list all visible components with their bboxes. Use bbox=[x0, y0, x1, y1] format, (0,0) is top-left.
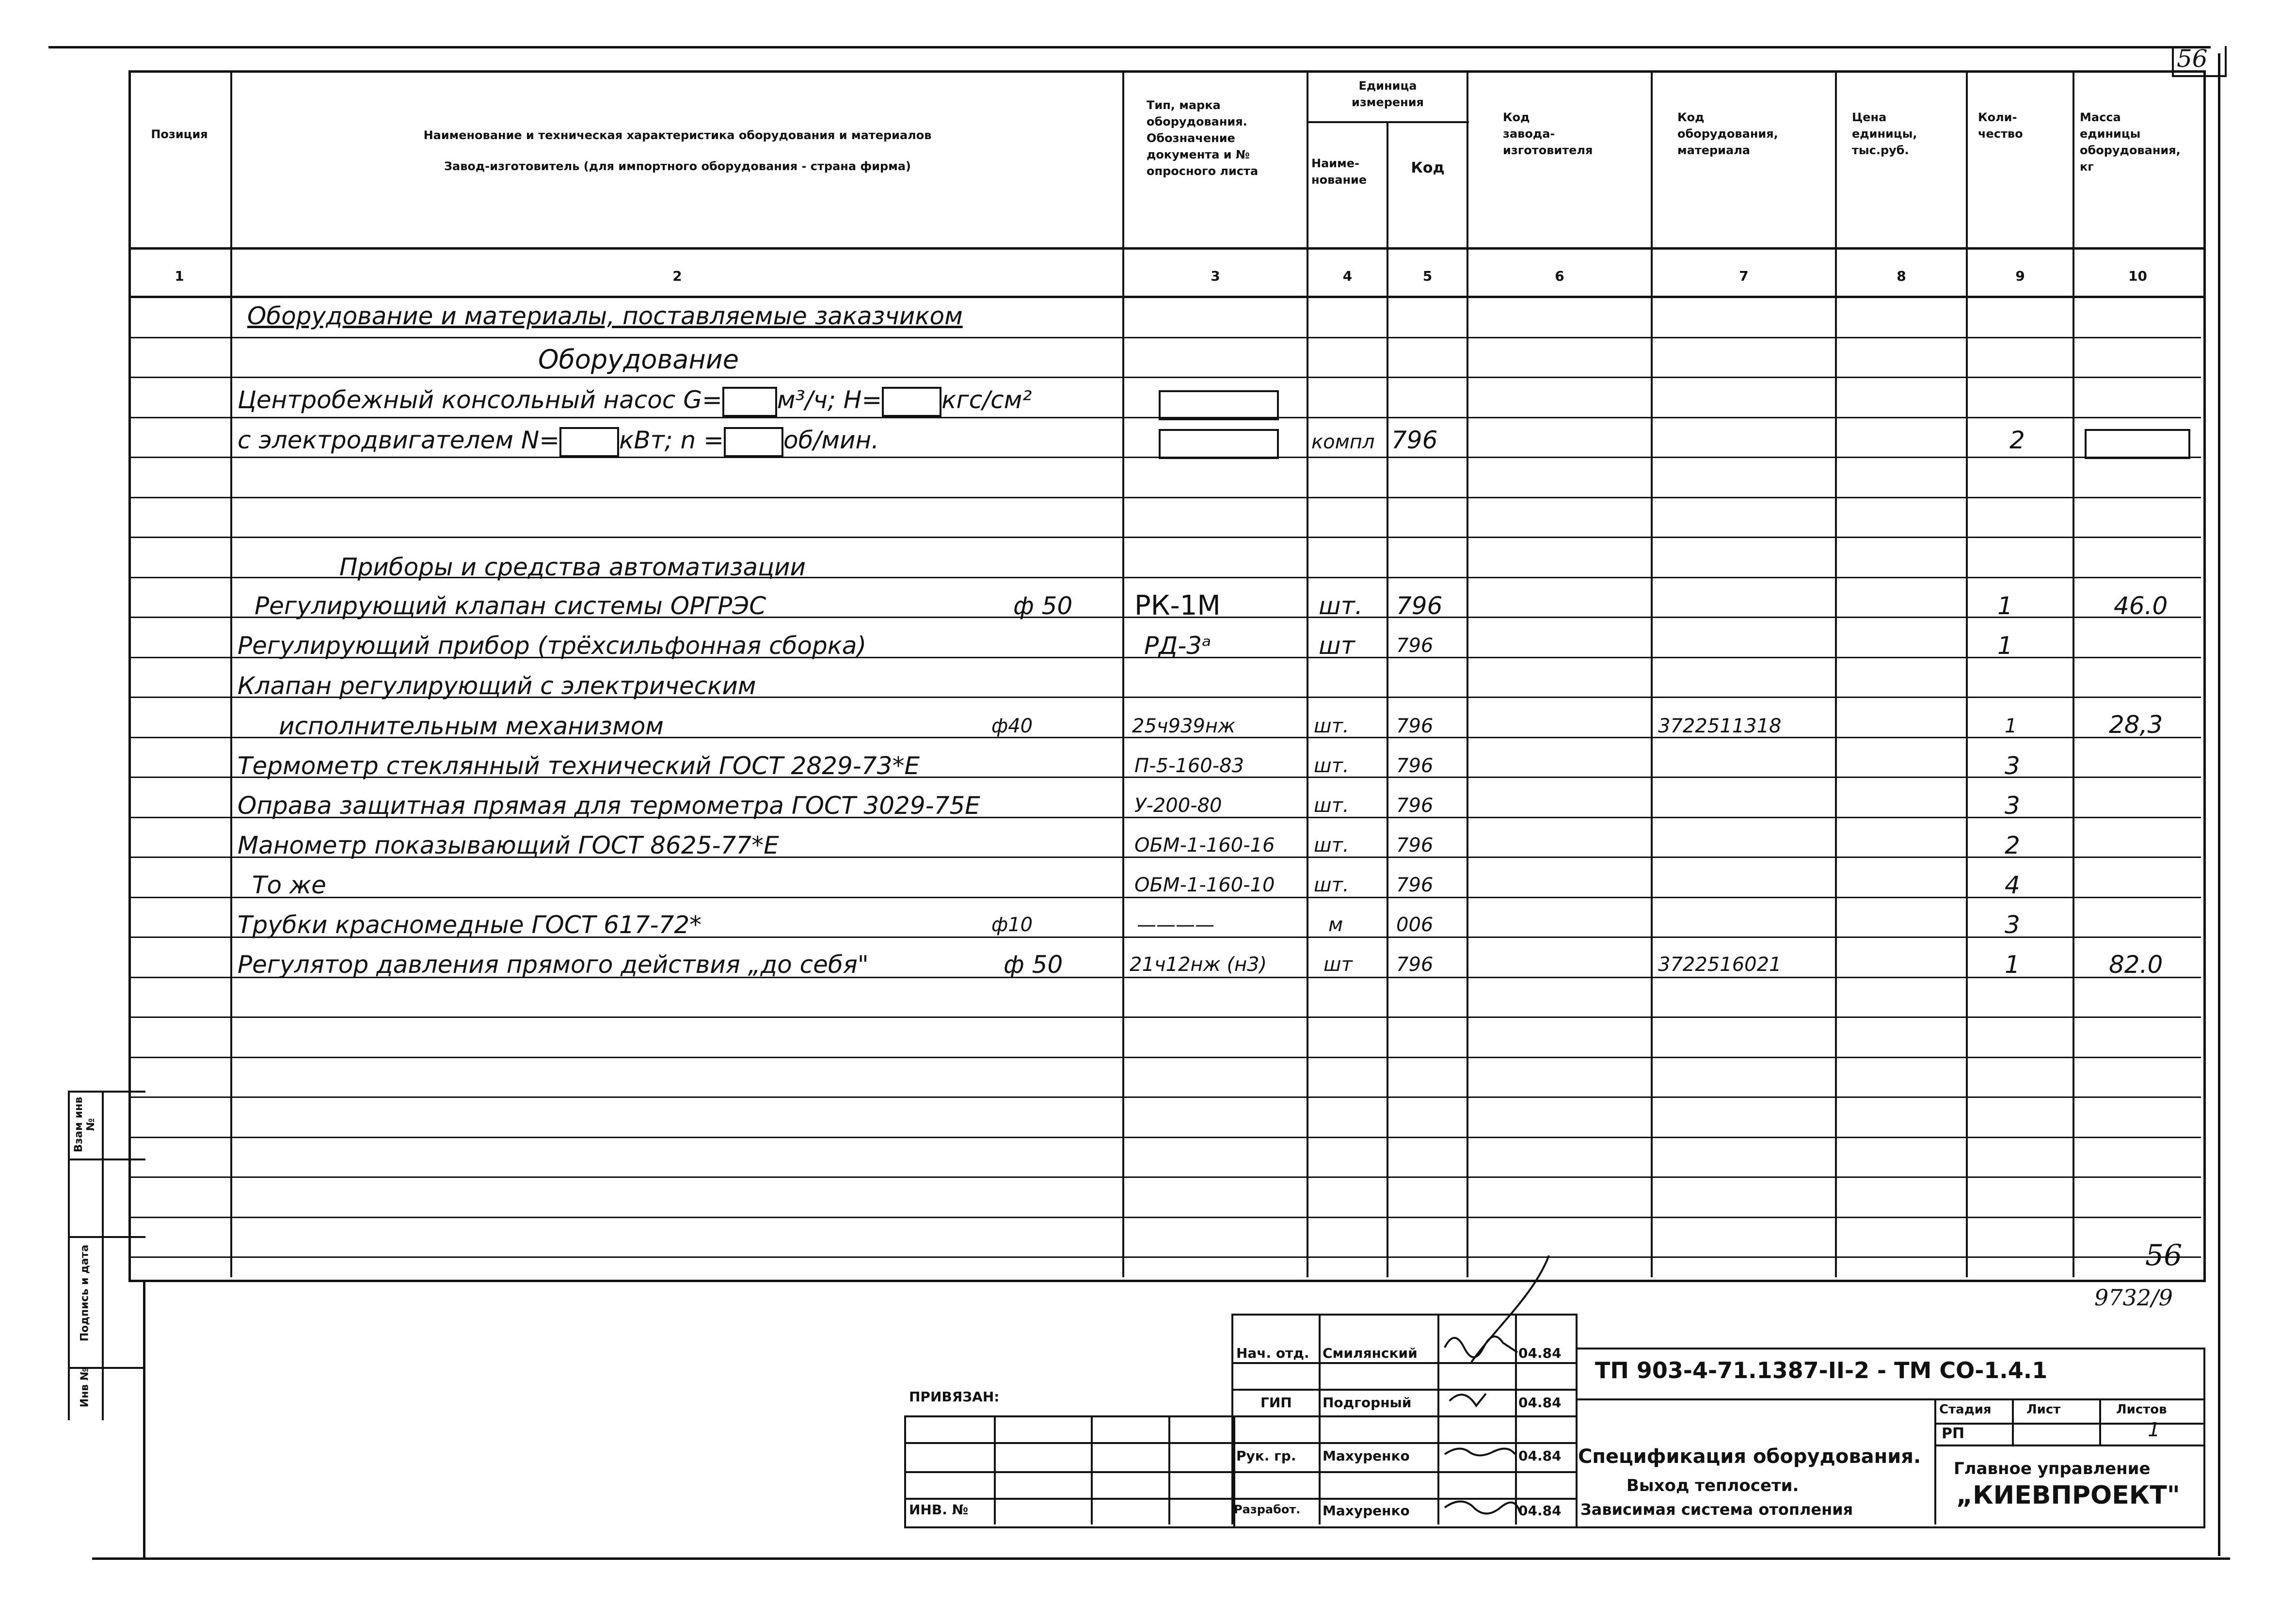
role-3-date: 04.84 bbox=[1518, 1448, 1562, 1464]
role-2-name: Подгорный bbox=[1323, 1395, 1412, 1411]
row-12-code: 796 bbox=[1396, 834, 1434, 857]
row-line bbox=[128, 1057, 2201, 1058]
header-bottom bbox=[128, 247, 2203, 250]
row-line bbox=[128, 497, 2201, 498]
row-line bbox=[128, 1176, 2201, 1178]
side-stamp bbox=[68, 1091, 145, 1420]
binding-line-3 bbox=[904, 1498, 1234, 1500]
row-12-name: Манометр показывающий ГОСТ 8625-77*Е bbox=[238, 831, 779, 859]
pump-type-blank bbox=[1159, 390, 1279, 420]
stage-label: Стадия bbox=[1939, 1402, 1992, 1417]
stage-line-2 bbox=[1934, 1444, 2203, 1446]
row-6-code: 796 bbox=[1396, 592, 1443, 620]
right-border bbox=[2218, 53, 2220, 1556]
title-line-2: Выход теплосети. bbox=[1626, 1476, 1799, 1495]
subsection-equipment: Оборудование bbox=[538, 344, 739, 375]
stage-vline-3 bbox=[2099, 1398, 2101, 1444]
hdr-quantity: Коли- чество bbox=[1978, 111, 2023, 141]
row-6-qty: 1 bbox=[1997, 592, 2013, 620]
page-number-bottom: 56 bbox=[2145, 1238, 2183, 1272]
row-15-size: ф 50 bbox=[1004, 951, 1063, 979]
bottom-rule bbox=[92, 1557, 2230, 1560]
hdr-mass: Масса единицы оборудования, кг bbox=[2080, 111, 2181, 174]
row-9-name: исполнительным механизмом bbox=[279, 712, 664, 740]
title-area-line bbox=[1576, 1398, 2203, 1400]
row-14-type: ———— bbox=[1137, 914, 1214, 936]
hdr-unit-name: Наиме- нование bbox=[1311, 157, 1367, 187]
row-6-mass: 46.0 bbox=[2114, 592, 2168, 620]
row-6-type: РК-1М bbox=[1134, 590, 1221, 621]
row-13-unit: шт. bbox=[1314, 874, 1349, 896]
row-6-size: ф 50 bbox=[1013, 592, 1073, 620]
row-13-type: ОБМ-1-160-10 bbox=[1134, 874, 1275, 896]
row-line bbox=[128, 1256, 2201, 1258]
row-9-unit: шт. bbox=[1314, 715, 1349, 737]
row-7-type: РД-3ᵃ bbox=[1144, 632, 1212, 660]
hdr-material-code: Код оборудования, материала bbox=[1677, 111, 1778, 157]
row-line bbox=[128, 337, 2201, 338]
hdr-name-line1: Наименование и техническая характеристика оборудования и материалов bbox=[423, 128, 932, 142]
side-stamp-signature: Подпись и дата bbox=[79, 1244, 91, 1342]
title-line-3: Зависимая система отопления bbox=[1580, 1500, 1853, 1519]
doc-number: 9732/9 bbox=[2094, 1285, 2173, 1311]
hdr-name-line2: Завод-изготовитель (для импортного оборудования - страна фирма) bbox=[444, 159, 911, 173]
col-number-7: 7 bbox=[1739, 268, 1749, 284]
hdr-plant-code: Код завода- изготовителя bbox=[1503, 111, 1593, 157]
row-11-unit: шт. bbox=[1314, 794, 1349, 817]
row-9-qty: 1 bbox=[2005, 715, 2017, 737]
hdr-unit-code: Код bbox=[1411, 159, 1445, 176]
side-stamp-inv: Инв № bbox=[79, 1367, 91, 1408]
row-11-code: 796 bbox=[1396, 794, 1434, 817]
role-1: Нач. отд. bbox=[1236, 1345, 1309, 1361]
role-1-name: Смилянский bbox=[1323, 1345, 1418, 1361]
stage-value: РП bbox=[1942, 1425, 1965, 1442]
hdr-type: Тип, марка оборудования. Обозначение документа и № опросного листа bbox=[1147, 98, 1259, 178]
col-number-8: 8 bbox=[1897, 268, 1906, 284]
org-line-2: „КИЕВПРОЕКТ" bbox=[1956, 1481, 2180, 1510]
role-4: Разработ. bbox=[1234, 1503, 1301, 1516]
role-2: ГИП bbox=[1260, 1395, 1292, 1411]
stage-line-1 bbox=[1934, 1423, 2203, 1425]
row-9-type: 25ч939нж bbox=[1132, 715, 1236, 737]
row-13-code: 796 bbox=[1396, 874, 1434, 896]
motor-type-blank bbox=[1159, 429, 1279, 459]
row-7-name: Регулирующий прибор (трёхсильфонная сборка) bbox=[238, 632, 867, 660]
row-7-qty: 1 bbox=[1997, 632, 2013, 660]
row-motor-code: 796 bbox=[1391, 426, 1438, 454]
row-9-material-code: 3722511318 bbox=[1658, 715, 1782, 737]
row-10-type: П-5-160-83 bbox=[1134, 755, 1244, 777]
motor-mass-blank bbox=[2085, 429, 2190, 459]
row-line bbox=[128, 537, 2201, 538]
col-line-4 bbox=[1387, 121, 1388, 1277]
hdr-unit-group: Единица измерения bbox=[1352, 79, 1424, 109]
role-4-name: Махуренко bbox=[1323, 1503, 1410, 1519]
row-11-name: Оправа защитная прямая для термометра ГОСТ 3029-75Е bbox=[238, 792, 980, 820]
row-motor-unit: компл bbox=[1311, 431, 1375, 453]
row-14-code: 006 bbox=[1396, 914, 1434, 936]
stage-vline bbox=[1934, 1398, 1936, 1524]
col-number-3: 3 bbox=[1211, 268, 1220, 284]
role-1-date: 04.84 bbox=[1518, 1345, 1562, 1361]
col-number-4: 4 bbox=[1342, 268, 1353, 284]
col-number-5: 5 bbox=[1422, 268, 1433, 284]
roles-vline-0 bbox=[1231, 1314, 1233, 1524]
binding-vline-1 bbox=[994, 1415, 996, 1524]
col-number-10: 10 bbox=[2128, 268, 2147, 284]
row-12-unit: шт. bbox=[1314, 834, 1349, 857]
sheets-label: Листов bbox=[2116, 1402, 2167, 1417]
binding-label: ПРИВЯЗАН: bbox=[909, 1389, 1000, 1405]
row-14-size: ф10 bbox=[991, 914, 1033, 936]
col-number-2: 2 bbox=[672, 268, 682, 284]
title-line-1: Спецификация оборудования. bbox=[1578, 1445, 1921, 1468]
row-line bbox=[128, 1096, 2201, 1098]
hdr-price: Цена единицы, тыс.руб. bbox=[1852, 111, 1917, 157]
row-9-mass: 28,3 bbox=[2109, 711, 2163, 739]
roles-vline-1 bbox=[1319, 1314, 1321, 1524]
top-rule bbox=[48, 46, 2211, 48]
inv-number-label: ИНВ. № bbox=[909, 1502, 969, 1518]
frame-line-under-table bbox=[143, 1280, 2203, 1282]
row-10-unit: шт. bbox=[1314, 755, 1349, 777]
role-3: Рук. гр. bbox=[1236, 1448, 1296, 1464]
row-motor-name: с электродвигателем N= кВт; n = об/мин. bbox=[238, 421, 879, 460]
side-stamp-replace: Взам инв № bbox=[73, 1096, 97, 1153]
row-15-type: 21ч12нж (н3) bbox=[1130, 953, 1267, 976]
row-15-material-code: 3722516021 bbox=[1658, 953, 1782, 976]
row-6-unit: шт. bbox=[1319, 592, 1363, 620]
row-line bbox=[128, 1217, 2201, 1218]
row-11-type: У-200-80 bbox=[1134, 794, 1222, 817]
hdr-position: Позиция bbox=[151, 127, 208, 141]
org-line-1: Главное управление bbox=[1954, 1459, 2151, 1478]
col-number-1: 1 bbox=[175, 268, 184, 284]
row-motor-qty: 2 bbox=[2009, 426, 2025, 454]
role-3-name: Махуренко bbox=[1323, 1448, 1410, 1464]
row-9-size: ф40 bbox=[991, 715, 1033, 737]
col-number-9: 9 bbox=[2015, 268, 2025, 284]
row-15-qty: 1 bbox=[2005, 951, 2020, 979]
binding-vline-3 bbox=[1168, 1415, 1170, 1524]
binding-line-1 bbox=[904, 1442, 1234, 1444]
row-14-name: Трубки красномедные ГОСТ 617-72* bbox=[238, 911, 702, 939]
row-line bbox=[128, 1016, 2201, 1018]
row-10-qty: 3 bbox=[2005, 752, 2020, 780]
page-number: 56 bbox=[2177, 45, 2208, 73]
row-12-type: ОБМ-1-160-16 bbox=[1134, 834, 1275, 857]
col-number-6: 6 bbox=[1555, 268, 1564, 284]
unit-group-line bbox=[1307, 121, 1469, 123]
row-15-name: Регулятор давления прямого действия „до себя" bbox=[238, 951, 869, 979]
row-10-name: Термометр стеклянный технический ГОСТ 2829-73*Е bbox=[238, 752, 920, 780]
row-pump-name: Центробежный консольный насос G= м³/ч; H= кгс/см² bbox=[238, 381, 1032, 419]
row-line bbox=[128, 1137, 2201, 1138]
row-14-qty: 3 bbox=[2005, 911, 2020, 939]
row-8-name: Клапан регулирующий с электрическим bbox=[238, 672, 756, 700]
role-2-date: 04.84 bbox=[1518, 1395, 1562, 1411]
row-11-qty: 3 bbox=[2005, 792, 2020, 820]
role-4-date: 04.84 bbox=[1518, 1503, 1562, 1519]
row-13-qty: 4 bbox=[2005, 871, 2020, 899]
subsection-instruments: Приборы и средства автоматизации bbox=[339, 553, 806, 581]
row-10-code: 796 bbox=[1396, 755, 1434, 777]
signatures-drawing bbox=[1437, 1255, 1583, 1527]
row-line bbox=[128, 377, 2201, 378]
row-15-mass: 82.0 bbox=[2109, 951, 2163, 979]
row-7-unit: шт bbox=[1319, 632, 1355, 660]
binding-vline-2 bbox=[1091, 1415, 1093, 1524]
row-12-qty: 2 bbox=[2005, 831, 2020, 859]
row-13-name: То же bbox=[252, 871, 326, 899]
row-14-unit: м bbox=[1328, 914, 1343, 936]
binding-line-2 bbox=[904, 1471, 1234, 1473]
document-designation: ТП 903-4-71.1387-II-2 - ТМ СО-1.4.1 bbox=[1595, 1357, 2048, 1383]
row-15-code: 796 bbox=[1396, 953, 1434, 976]
row-7-code: 796 bbox=[1396, 635, 1434, 657]
row-15-unit: шт bbox=[1323, 953, 1353, 976]
row-6-name: Регулирующий клапан системы ОРГРЭС bbox=[255, 592, 766, 620]
row-9-code: 796 bbox=[1396, 715, 1434, 737]
sheets-value: 1 bbox=[2148, 1419, 2160, 1441]
sheet-label: Лист bbox=[2026, 1402, 2061, 1417]
section-title-supplied-by-customer: Оборудование и материалы, поставляемые заказчиком bbox=[247, 302, 963, 330]
stage-vline-2 bbox=[2012, 1398, 2014, 1444]
